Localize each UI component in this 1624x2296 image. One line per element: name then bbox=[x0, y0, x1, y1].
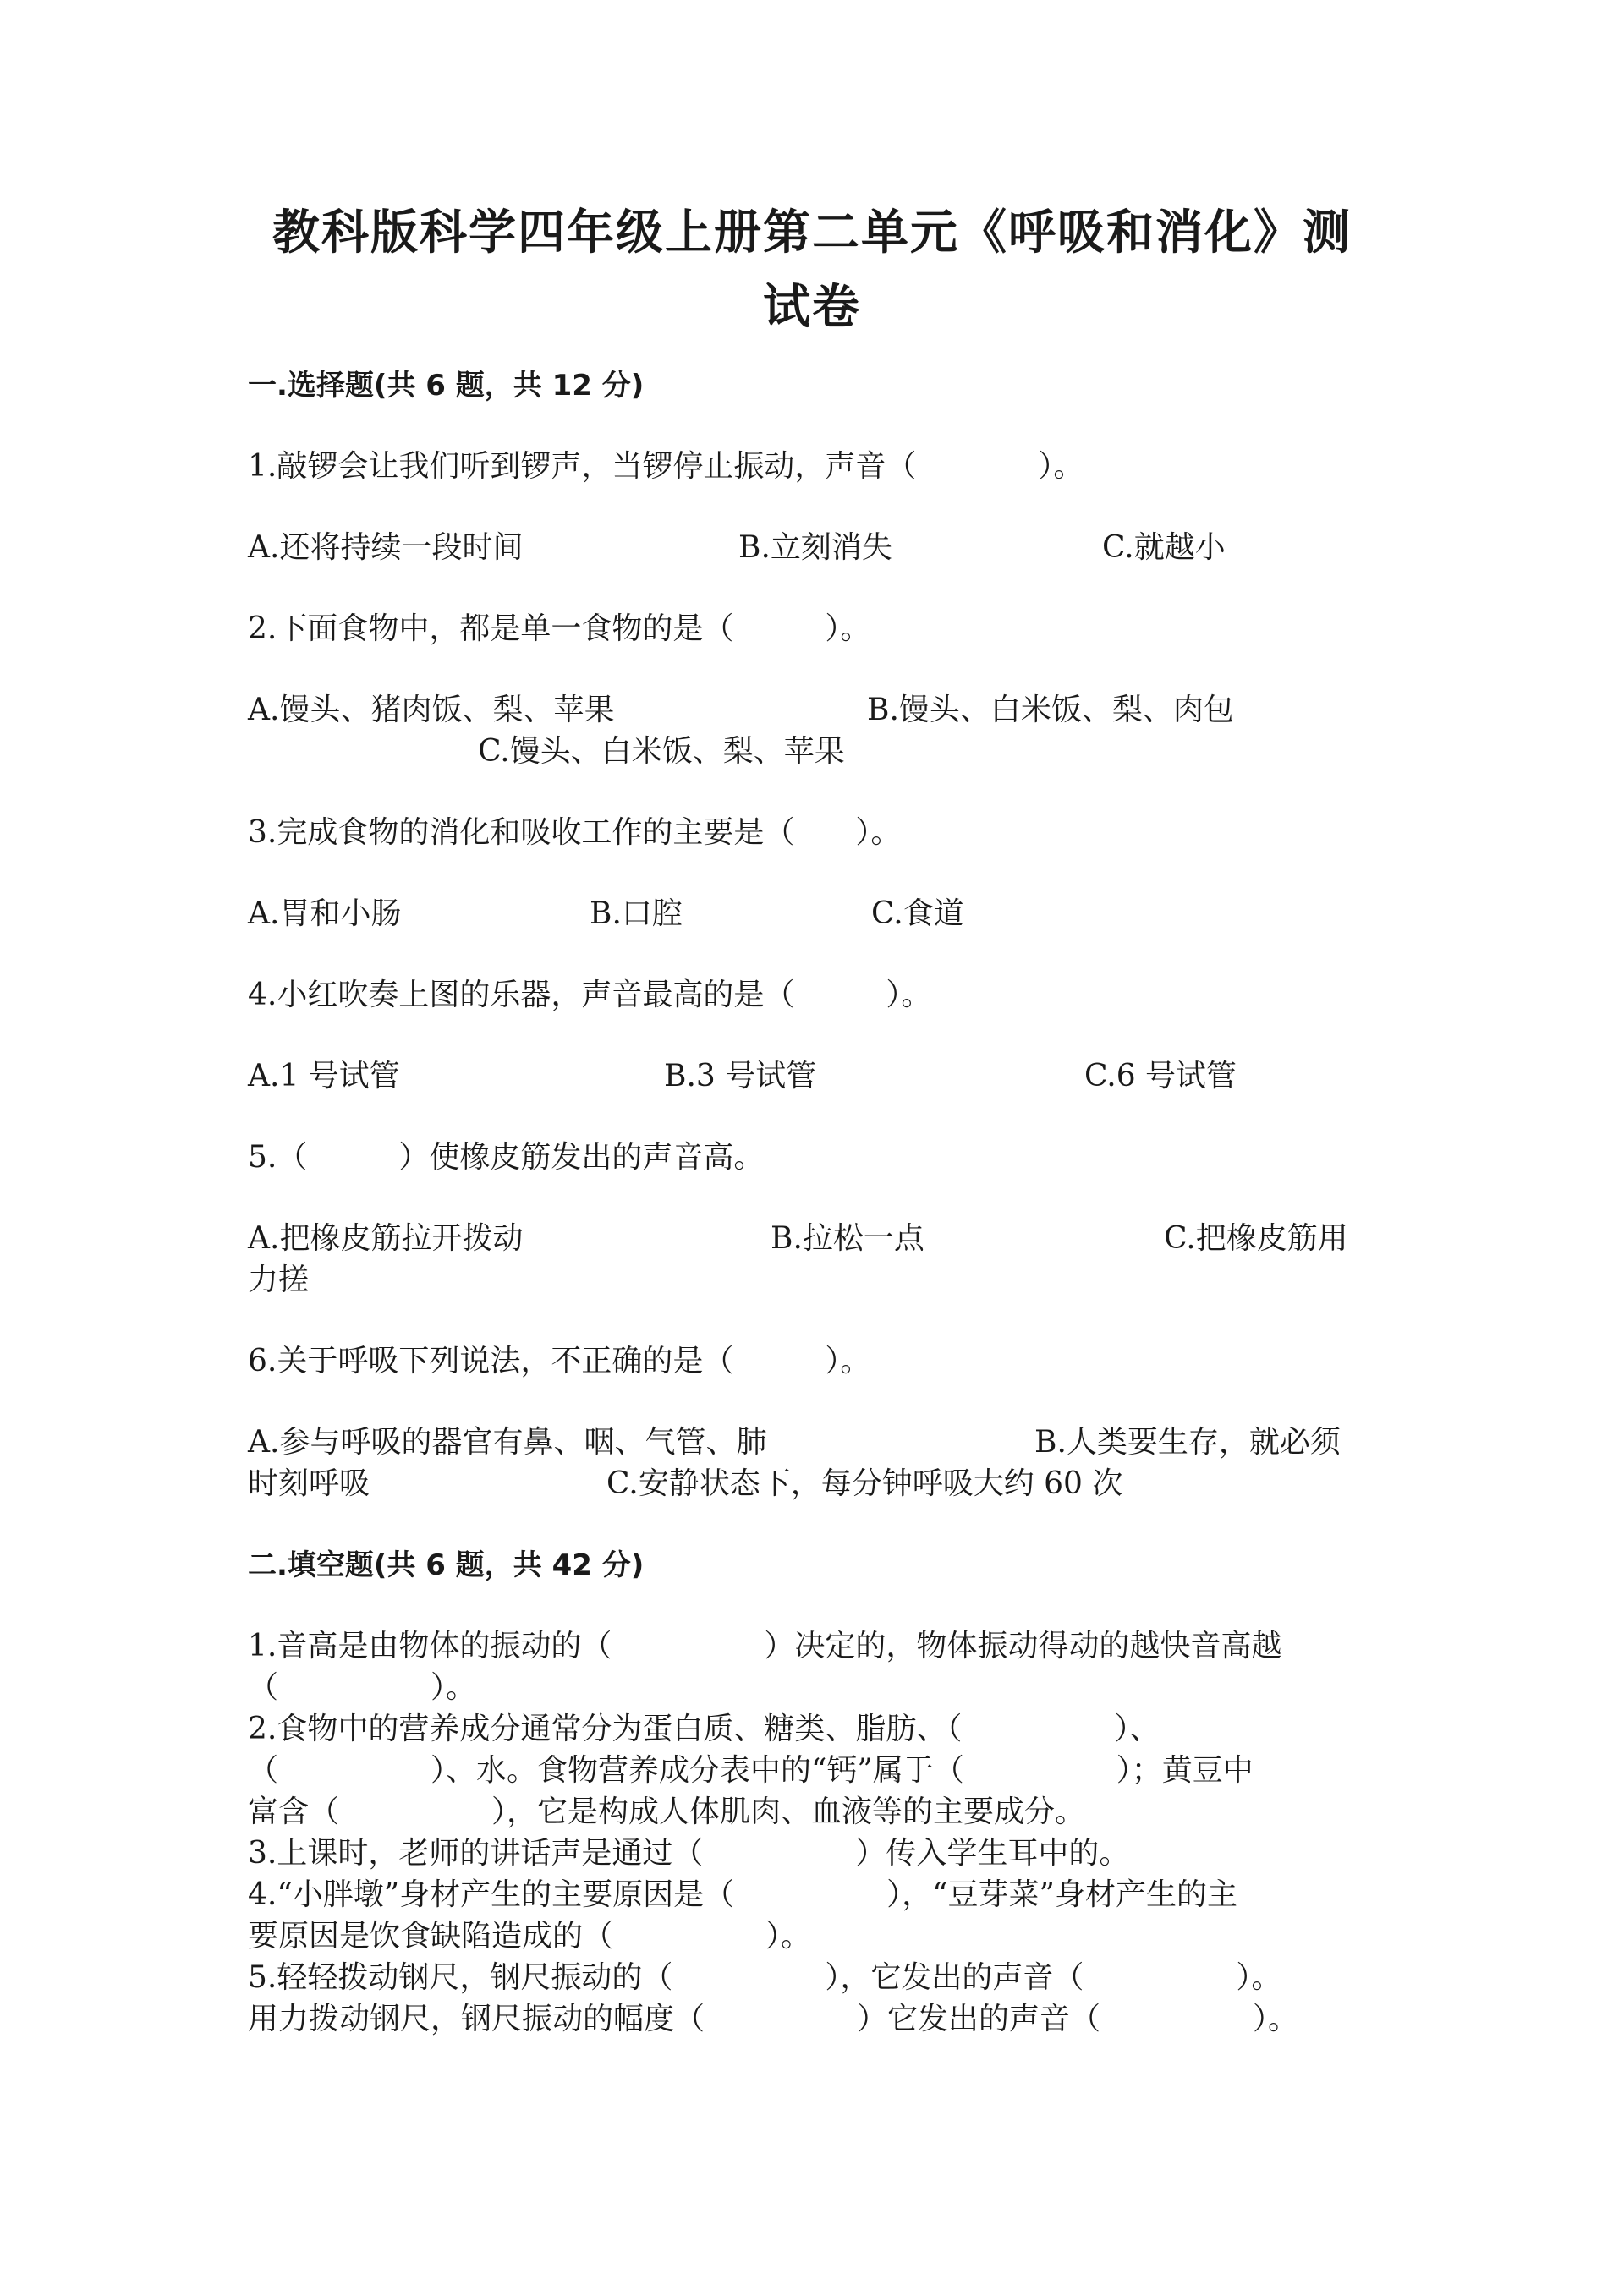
question-5-option-c: C.把橡皮筋用 bbox=[1164, 1221, 1348, 1256]
fill-line: （ ）。 bbox=[248, 1670, 477, 1705]
question-1-stem: 1.敲锣会让我们听到锣声，当锣停止振动，声音（ ）。 bbox=[248, 449, 1084, 484]
question-3-option-b: B.口腔 bbox=[590, 896, 683, 931]
question-5-stem: 5.（ ）使橡皮筋发出的声音高。 bbox=[248, 1140, 765, 1175]
question-4-option-b: B.3 号试管 bbox=[664, 1059, 817, 1093]
question-6-option-b-continued: 时刻呼吸 bbox=[248, 1466, 370, 1501]
question-5-option-c-continued: 力搓 bbox=[248, 1263, 310, 1297]
question-2-option-c: C.馒头、白米饭、梨、苹果 bbox=[478, 734, 845, 769]
fill-line: 要原因是饮食缺陷造成的（ ）。 bbox=[248, 1919, 812, 1954]
question-3-option-c: C.食道 bbox=[871, 896, 964, 931]
fill-line: 4.“小胖墩”身材产生的主要原因是（ ），“豆芽菜”身材产生的主 bbox=[248, 1877, 1237, 1912]
question-2-option-a: A.馒头、猪肉饭、梨、苹果 bbox=[248, 693, 615, 727]
fill-line: （ ）、水。食物营养成分表中的“钙”属于（ ）；黄豆中 bbox=[248, 1753, 1254, 1788]
fill-line: 用力拨动钢尺，钢尺振动的幅度（ ）它发出的声音（ ）。 bbox=[248, 2002, 1299, 2036]
question-6-option-c: C.安静状态下，每分钟呼吸大约 60 次 bbox=[606, 1466, 1123, 1501]
question-2-stem: 2.下面食物中，都是单一食物的是（ ）。 bbox=[248, 611, 871, 646]
fill-line: 2.食物中的营养成分通常分为蛋白质、糖类、脂肪、（ ）、 bbox=[248, 1712, 1160, 1746]
question-1-option-a: A.还将持续一段时间 bbox=[248, 530, 524, 565]
fill-line: 5.轻轻拨动钢尺，钢尺振动的（ ），它发出的声音（ ）。 bbox=[248, 1960, 1282, 1995]
page-title: 教科版科学四年级上册第二单元《呼吸和消化》测 试卷 bbox=[272, 205, 1352, 335]
question-3-option-a: A.胃和小肠 bbox=[248, 896, 402, 931]
fill-line: 富含（ ），它是构成人体肌肉、血液等的主要成分。 bbox=[248, 1795, 1086, 1829]
question-5-option-a: A.把橡皮筋拉开拨动 bbox=[248, 1221, 524, 1256]
fill-line: 1.音高是由物体的振动的（ ）决定的，物体振动得动的越快音高越 bbox=[248, 1629, 1282, 1663]
question-1-option-c: C.就越小 bbox=[1102, 530, 1226, 565]
question-4-option-c: C.6 号试管 bbox=[1084, 1059, 1237, 1093]
fill-line: 3.上课时，老师的讲话声是通过（ ）传入学生耳中的。 bbox=[248, 1836, 1130, 1871]
question-6-stem: 6.关于呼吸下列说法，不正确的是（ ）。 bbox=[248, 1344, 871, 1378]
question-6-option-b: B.人类要生存，就必须 bbox=[1034, 1425, 1341, 1460]
question-4-stem: 4.小红吹奏上图的乐器，声音最高的是（ ）。 bbox=[248, 978, 932, 1012]
section-heading-fill-in: 二.填空题(共 6 题，共 42 分) bbox=[248, 1548, 645, 1582]
question-2-option-b: B.馒头、白米饭、梨、肉包 bbox=[867, 693, 1234, 727]
question-1-option-b: B.立刻消失 bbox=[738, 530, 892, 565]
question-5-option-b: B.拉松一点 bbox=[771, 1221, 924, 1256]
question-4-option-a: A.1 号试管 bbox=[248, 1059, 400, 1093]
section-heading-choice: 一.选择题(共 6 题，共 12 分) bbox=[248, 369, 645, 403]
question-3-stem: 3.完成食物的消化和吸收工作的主要是（ ）。 bbox=[248, 815, 902, 850]
question-6-option-a: A.参与呼吸的器官有鼻、咽、气管、肺 bbox=[248, 1425, 767, 1460]
